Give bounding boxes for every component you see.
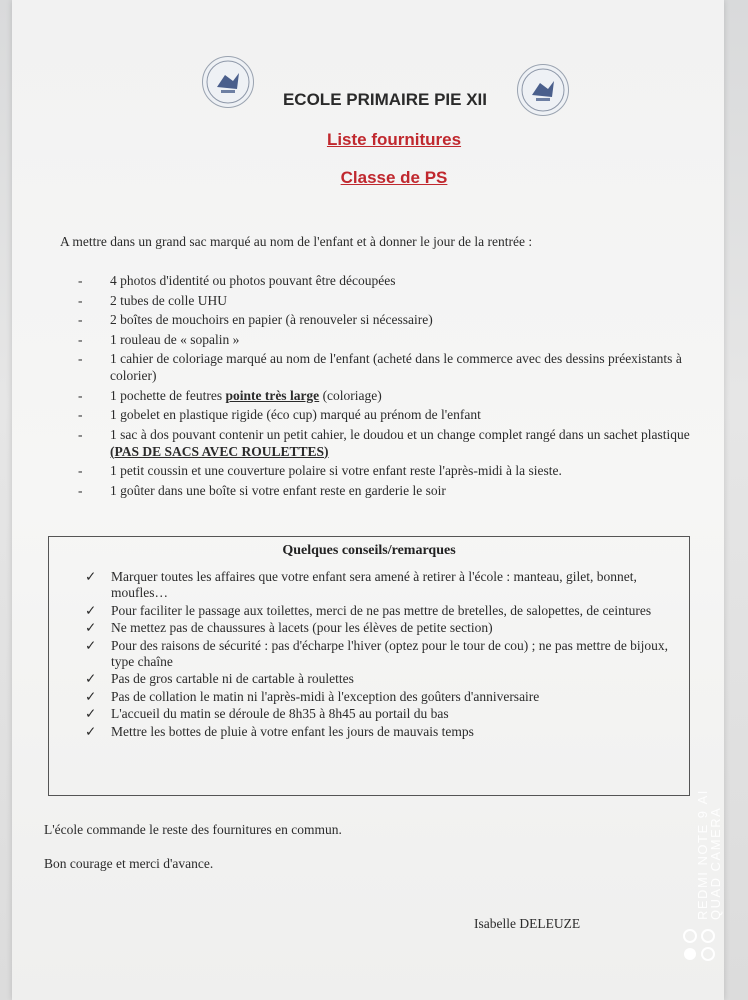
check-icon: ✓	[85, 602, 97, 618]
camera-watermark	[695, 760, 723, 920]
check-icon: ✓	[85, 706, 97, 721]
intro-text: A mettre dans un grand sac marqué au nom de l'enfant et à donner le jour de la rentrée :	[60, 234, 533, 249]
supply-item	[78, 406, 718, 423]
supply-item	[78, 462, 718, 479]
dash-bullet: -	[78, 482, 83, 498]
tips-title: Quelques conseils/remarques	[282, 543, 456, 558]
tip-text: Marquer toutes les affaires que votre enfant sera amené à retirer à l'école : manteau, gilet, bonnet, moufles…	[111, 569, 637, 600]
dash-bullet: -	[78, 312, 83, 327]
tip-text: Pour faciliter le passage aux toilettes, merci de ne pas mettre de bretelles, de salopettes, de ceintures	[111, 602, 652, 618]
dash-bullet: -	[78, 407, 83, 422]
class-title: Classe de PS	[340, 168, 448, 187]
supply-item	[78, 387, 718, 404]
supply-item	[78, 292, 718, 309]
dash-bullet: -	[78, 351, 83, 366]
check-icon: ✓	[85, 671, 97, 686]
supply-item-text: 1 goûter dans une boîte si votre enfant reste en garderie le soir	[110, 482, 446, 498]
tip-item	[85, 689, 685, 705]
document-page	[12, 0, 724, 1000]
watermark-line-2: AI QUAD CAMERA	[695, 789, 723, 920]
camera-logo-icon	[680, 926, 720, 966]
school-logo-right	[517, 64, 569, 116]
dash-bullet: -	[78, 426, 83, 442]
signature: Isabelle DELEUZE	[474, 916, 581, 931]
tip-item	[85, 671, 685, 687]
tip-text: Pour des raisons de sécurité : pas d'écharpe l'hiver (optez pour le tour de cou) ; ne pas mettre de bijoux, type chaîne	[111, 637, 669, 669]
dash-bullet: -	[78, 331, 83, 347]
tip-text: Pas de collation le matin ni l'après-midi à l'exception des goûters d'anniversaire	[111, 688, 540, 704]
tip-item	[85, 638, 685, 670]
tip-item	[85, 569, 685, 601]
supply-item-text: 1 pochette de feutres	[110, 387, 226, 403]
supply-item-text: 1 rouleau de « sopalin »	[110, 331, 240, 347]
supply-item-text: 1 cahier de coloriage marqué au nom de l'enfant (acheté dans le commerce avec des dessins préexistants à colorier)	[110, 351, 682, 383]
supply-item-text: 2 tubes de colle UHU	[110, 292, 227, 308]
tip-text: Pas de gros cartable ni de cartable à roulettes	[111, 671, 354, 686]
supply-item-emphasis: (PAS DE SACS AVEC ROULETTES)	[110, 443, 329, 459]
supply-item-emphasis: pointe très large	[225, 387, 320, 403]
tip-text: L'accueil du matin se déroule de 8h35 à 8h45 au portail du bas	[111, 706, 449, 721]
supply-item	[78, 350, 718, 384]
school-name: ECOLE PRIMAIRE PIE XII	[282, 90, 488, 109]
supply-item-text: 1 sac à dos pouvant contenir un petit cahier, le doudou et un change complet rangé dans un sachet plastique	[110, 426, 690, 442]
supply-item-text: 1 petit coussin et une couverture polaire si votre enfant reste l'après-midi à la sieste.	[110, 463, 562, 478]
watermark-line-1: REDMI NOTE 9	[695, 809, 710, 920]
supply-item	[78, 272, 718, 289]
tip-item	[85, 603, 685, 619]
closing-line-2: Bon courage et merci d'avance.	[44, 856, 214, 871]
check-icon: ✓	[85, 688, 97, 704]
check-icon: ✓	[85, 723, 97, 739]
supply-item-text: 4 photos d'identité ou photos pouvant être découpées	[110, 273, 396, 288]
dash-bullet: -	[78, 387, 83, 403]
tip-text: Ne mettez pas de chaussures à lacets (pour les élèves de petite section)	[111, 620, 493, 635]
dash-bullet: -	[78, 273, 83, 288]
check-icon: ✓	[85, 637, 97, 653]
check-icon: ✓	[85, 569, 97, 584]
supply-item-text: 2 boîtes de mouchoirs en papier (à renouveler si nécessaire)	[110, 312, 433, 327]
list-title: Liste fournitures	[326, 130, 462, 149]
supply-item	[78, 331, 718, 348]
supply-item	[78, 311, 718, 328]
tips-box	[48, 536, 690, 796]
dash-bullet: -	[78, 463, 83, 478]
school-logo-left	[202, 56, 254, 108]
tip-item	[85, 706, 685, 722]
supply-item-text-after: (coloriage)	[319, 387, 382, 403]
dash-bullet: -	[78, 292, 83, 308]
tip-text: Mettre les bottes de pluie à votre enfant les jours de mauvais temps	[111, 723, 474, 739]
supply-item	[78, 426, 718, 460]
tips-list	[85, 569, 685, 741]
supply-list	[78, 272, 718, 501]
tip-item	[85, 724, 685, 740]
supply-item	[78, 482, 718, 499]
tip-item	[85, 620, 685, 636]
check-icon: ✓	[85, 620, 97, 635]
closing-line-1: L'école commande le reste des fournitures en commun.	[44, 822, 342, 837]
supply-item-text: 1 gobelet en plastique rigide (éco cup) marqué au prénom de l'enfant	[110, 407, 481, 422]
